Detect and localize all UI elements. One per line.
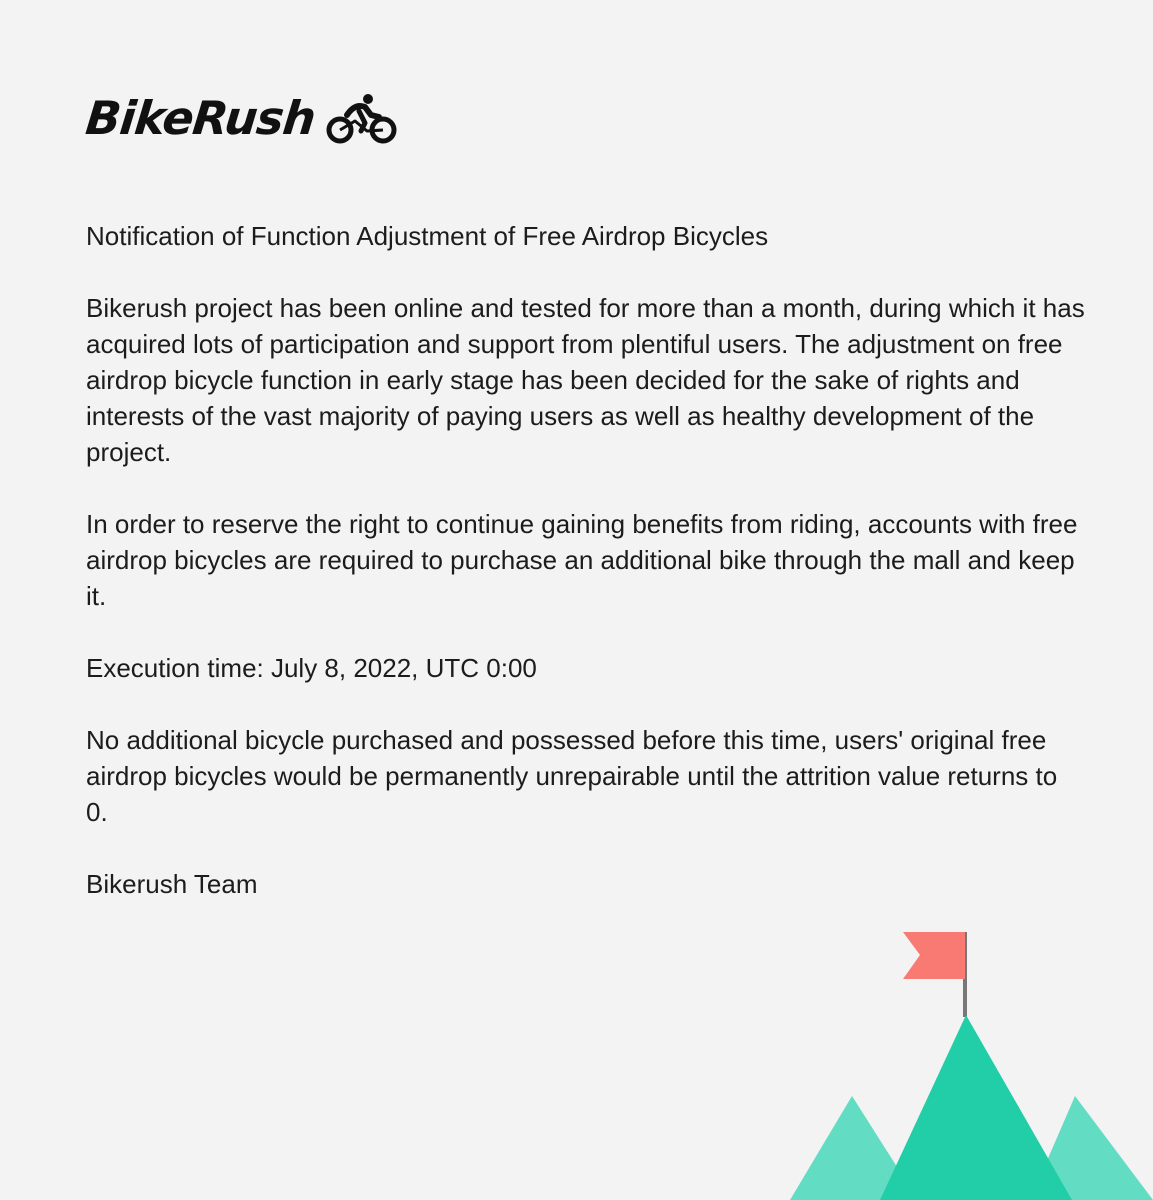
notice-title: Notification of Function Adjustment of Free Airdrop Bicycles [86,221,769,251]
brand-name: BikeRush [83,91,318,145]
notice-execution-time: Execution time: July 8, 2022, UTC 0:00 [86,653,537,683]
mountain-flag-illustration [780,925,1153,1200]
notice-body [86,218,1086,938]
notice-paragraph-consequence: No additional bicycle purchased and possessed before this time, users' original free airdrop bicycles would be permanently unrepairable until the attrition value returns to 0. [86,725,1058,827]
notice-paragraph-intro: Bikerush project has been online and tested for more than a month, during which it has acquired lots of participation and support from plentiful users. The adjustment on free airdrop bicycle function in early stage has been decided for the sake of rights and interests of the vast majority of paying users as well as healthy development of the project. [86,293,1085,467]
cyclist-icon [325,91,399,145]
flag-icon [903,932,965,979]
brand-logo [83,88,399,148]
notice-signature: Bikerush Team [86,869,258,899]
main-peak [880,1015,1072,1200]
notice-paragraph-requirement: In order to reserve the right to continue gaining benefits from riding, accounts with free airdrop bicycles are required to purchase an additional bike through the mall and keep it. [86,509,1078,611]
